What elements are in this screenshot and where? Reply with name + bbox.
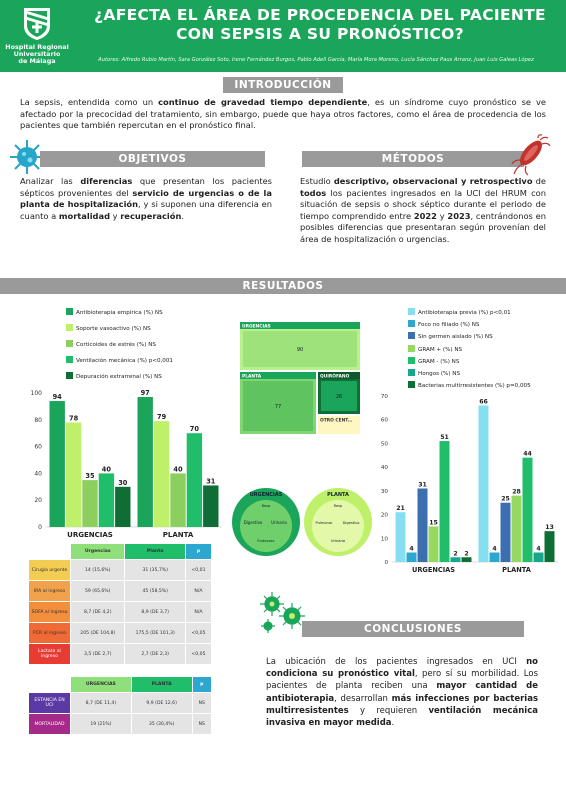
y-tick-label: 20 [34, 497, 42, 505]
chart3-legend [408, 308, 566, 392]
table-header-cell: p [185, 544, 211, 560]
chart1-legend [66, 308, 246, 388]
university-shield-icon [22, 6, 52, 42]
legend-label: Antibioterapia previa (%) p<0,01 [418, 310, 511, 316]
legend-swatch [66, 356, 73, 363]
table-cell: <0,05 [185, 623, 211, 644]
legend-swatch [408, 308, 415, 315]
bar-value-label: 35 [85, 472, 95, 481]
hospital-logo [4, 2, 69, 68]
category-label: URGENCIAS [67, 531, 113, 539]
authors-line: Autores: Alfredo Rubio Martín, Sara González Soto, Irene Fernández Burgos, Pablo Adell García, María Mora Moreno, Lucía Sánchez Paus Arranz, Juan Luis Galeas López [98, 57, 534, 63]
bar [462, 557, 472, 562]
bar [50, 401, 65, 527]
treemap-origin [240, 322, 360, 434]
bar [82, 480, 97, 527]
bar [99, 473, 114, 527]
y-tick-label: 70 [380, 394, 388, 400]
conclusiones-part: , desarrollan [334, 693, 392, 704]
bar-value-label: 4 [409, 545, 414, 553]
table-row [29, 623, 212, 644]
table-header-cell [29, 544, 71, 560]
bar-value-label: 97 [140, 389, 150, 398]
legend-label: Bacterias multirresistentes (%) p=0,005 [418, 383, 531, 390]
metodos-bold: descriptivo, observacional y retrospectivo [333, 176, 533, 186]
bar [523, 458, 533, 562]
y-tick-label: 0 [38, 524, 42, 531]
intro-text-bold: continuo de gravedad tiempo dependiente [158, 97, 368, 107]
venn-urg-item: Resp [261, 504, 271, 508]
table-cell: 9,9 (DE 12,6) [131, 693, 192, 714]
objetivos-text [20, 176, 272, 222]
bar [396, 512, 406, 562]
bar [66, 422, 81, 527]
title-line: CON SEPSIS A SU PRONÓSTICO? [176, 25, 464, 43]
treemap-value: 77 [274, 404, 282, 410]
table-row [29, 693, 212, 714]
resultados-heading: RESULTADOS [0, 278, 566, 294]
bar [490, 553, 500, 562]
bar-value-label: 31 [418, 481, 427, 489]
venn-foci [230, 480, 380, 570]
objetivos-bold: mortalidad [58, 210, 111, 221]
logo-line: Hospital Regional [5, 43, 69, 51]
bar [451, 557, 461, 562]
bar-value-label: 2 [464, 550, 469, 558]
objetivos-part: que presentan los pacientes sépticos provenientes del [20, 176, 273, 198]
venn-urg-item: Digestivo [243, 520, 263, 525]
objetivos-bold: diferencias [80, 176, 133, 186]
legend-swatch [408, 357, 415, 364]
treemap-label: OTRO CENT... [320, 418, 353, 424]
bar [440, 441, 450, 562]
table-header-cell: PLANTA [131, 677, 192, 693]
legend-label: GRAM + (%) NS [418, 346, 463, 353]
bar-value-label: 21 [396, 505, 405, 513]
bar-value-label: 66 [479, 398, 488, 406]
metodos-bold: 2023 [447, 210, 471, 221]
table-header-cell: p [192, 677, 211, 693]
conclusiones-bold: mayor cantidad de antibioterapia [266, 681, 538, 704]
y-tick-label: 0 [384, 560, 388, 566]
bar [545, 531, 555, 562]
table-cell: N/A [185, 602, 211, 623]
table-cell: 175,5 (DE 101,3) [125, 623, 185, 644]
legend-item [408, 345, 462, 353]
metodos-part: de [532, 176, 546, 186]
objetivos-bold: servicio de urgencias o de la planta de hospitalización [20, 187, 272, 210]
legend-item [408, 357, 459, 365]
category-label: PLANTA [162, 531, 194, 539]
venn-pla-item: Digestivo [342, 521, 360, 525]
legend-swatch [408, 320, 415, 327]
legend-swatch [66, 308, 73, 315]
legend-item [66, 372, 162, 380]
bar-value-label: 15 [429, 519, 438, 527]
bar-value-label: 25 [501, 495, 510, 503]
conclusiones-part: La ubicación de los pacientes ingresados en UCI [266, 657, 527, 667]
table-cell: 19 (21%) [71, 714, 132, 735]
table-cell: <0,01 [185, 560, 211, 581]
legend-item [408, 308, 511, 316]
table-cell: NS [192, 714, 211, 735]
category-label: URGENCIAS [411, 566, 456, 574]
intro-bar-wrap [0, 77, 566, 93]
bar-value-label: 70 [189, 425, 199, 434]
table-cell: 3,5 (DE 2,7) [71, 644, 125, 665]
intro-text [20, 97, 546, 132]
objetivos-part: , y si suponen una diferencia en cuanto a [20, 199, 273, 221]
metodos-heading: MÉTODOS [302, 151, 524, 167]
metodos-part: y [436, 210, 448, 221]
objetivos-part: y [110, 210, 121, 221]
table-cell: 14 (15,6%) [71, 560, 125, 581]
legend-label: Hongos (%) NS [418, 371, 461, 377]
legend-label: Sin germen aislado (%) NS [418, 334, 493, 341]
y-tick-label: 100 [30, 390, 42, 397]
legend-label: Ventilación mecánica (%) p<0,001 [76, 358, 173, 364]
bar [138, 397, 153, 527]
metodos-bold: todos [300, 187, 327, 198]
venn-urg-item: Endovasc [257, 539, 275, 543]
table-cell: 8,9 (DE 3,7) [125, 602, 185, 623]
category-label: PLANTA [502, 566, 531, 574]
bar-value-label: 78 [69, 414, 79, 423]
legend-swatch [408, 332, 415, 339]
venn-pla-item: Resp [333, 504, 343, 508]
table-cell: 31 (35,7%) [125, 560, 185, 581]
conclusiones-bold: ventilación mecánica invasiva en mayor medida [266, 705, 538, 729]
y-tick-label: 10 [380, 536, 388, 543]
logo-line: de Málaga [18, 57, 56, 65]
bar [418, 488, 428, 562]
bar [501, 503, 511, 562]
legend-swatch [408, 369, 415, 376]
table-row-header: SOFA al ingreso [29, 602, 71, 623]
chart-microbiology [370, 388, 560, 574]
bar-value-label: 28 [512, 488, 521, 496]
table-cell: 2,7 (DE 2,3) [125, 644, 185, 665]
bar [187, 433, 202, 527]
poster-title [80, 6, 560, 44]
bar-value-label: 4 [536, 545, 541, 553]
metodos-part: Estudio [300, 176, 334, 186]
table-row-header: ESTANCIA EN UCI [29, 693, 71, 714]
legend-label: Antibioterapia empírica (%) NS [76, 310, 163, 316]
metodos-bold: 2022 [413, 210, 437, 221]
table-cell: 35 (30,4%) [131, 714, 192, 735]
table-cell: 8,7 (DE 4,2) [71, 602, 125, 623]
y-tick-label: 60 [34, 443, 42, 451]
y-tick-label: 40 [380, 465, 388, 472]
bar [407, 553, 417, 562]
title-line: ¿AFECTA EL ÁREA DE PROCEDENCIA DEL PACIENTE [94, 6, 546, 24]
legend-swatch [66, 324, 73, 331]
conclusiones-bold: más infecciones por bacterias multirresistentes [266, 693, 538, 716]
bar-value-label: 31 [206, 477, 216, 486]
bar-value-label: 4 [492, 545, 497, 553]
metodos-part: , centrándonos en posibles diferencias que presentaran según provenían del área de hospitalización o urgencias. [300, 210, 546, 244]
germ-cluster-icon [256, 588, 308, 636]
bar-value-label: 40 [101, 465, 111, 474]
legend-label: Soporte vasoactivo (%) NS [76, 326, 151, 332]
table-header-cell: Urgencias [71, 544, 125, 560]
legend-swatch [66, 372, 73, 379]
bar [534, 553, 544, 562]
legend-item [66, 340, 156, 348]
bar [170, 473, 185, 527]
bar [154, 421, 169, 527]
objetivos-bold: recuperación [120, 210, 182, 221]
objetivos-part: . [181, 210, 185, 221]
legend-label: Foco no filiado (%) NS [418, 322, 480, 329]
table-cell: 45 (58,5%) [125, 581, 185, 602]
conclusiones-heading: CONCLUSIONES [302, 621, 524, 637]
table-row [29, 581, 212, 602]
bar-value-label: 79 [157, 413, 167, 422]
conclusiones-part: . [391, 718, 395, 729]
objetivos-part: Analizar las [20, 176, 81, 186]
bar [203, 485, 218, 527]
table-row [29, 714, 212, 735]
chart-treatments [24, 385, 224, 545]
table-cell: NS [192, 693, 211, 714]
venn-pla-item: Urinario [330, 539, 346, 543]
y-tick-label: 50 [380, 441, 388, 448]
table-row [29, 560, 212, 581]
logo-line: Universitario [13, 50, 61, 58]
table-row [29, 644, 212, 665]
metodos-text [300, 176, 546, 246]
legend-item [66, 324, 151, 332]
intro-heading: INTRODUCCIÓN [223, 77, 343, 93]
treemap-label: URGENCIAS [242, 324, 271, 330]
intro-text-part: , es un síndrome cuyo pronóstico se ve afectado por la precocidad del tratamiento, sin embargo, puede que haya otros factores, como el área de procedencia de los pacientes que también repercutan en el pronóstico final. [20, 97, 546, 131]
bar [115, 487, 130, 527]
table-header-cell [29, 677, 71, 693]
treemap-value: 26 [335, 394, 343, 400]
legend-item [408, 369, 460, 377]
venn-planta-title: PLANTA [327, 492, 349, 498]
table-header-cell: Planta [125, 544, 185, 560]
bar-value-label: 2 [453, 550, 458, 558]
table-header-cell: URGENCIAS [71, 677, 132, 693]
table-admission-severity [28, 543, 212, 665]
conclusiones-text [266, 656, 538, 729]
legend-label: Corticoides de estrés (%) NS [76, 342, 156, 348]
bar-value-label: 30 [118, 478, 128, 487]
legend-item [66, 308, 163, 316]
bacterium-icon [510, 134, 554, 176]
y-tick-label: 40 [34, 470, 42, 478]
venn-urgencias-title: URGENCIAS [249, 492, 283, 498]
table-cell: 8,7 (DE 11,4) [71, 693, 132, 714]
legend-item [408, 320, 479, 328]
venn-urg-item: Urinario [271, 520, 287, 525]
legend-label: GRAM - (%) NS [418, 358, 460, 365]
intro-text-part: La sepsis, entendida como un [20, 97, 159, 107]
legend-item [408, 332, 493, 340]
legend-label: Depuración extrarrenal (%) NS [76, 374, 162, 380]
table-row-header: Cirugía urgente [29, 560, 71, 581]
conclusiones-part: , pero sí su morbilidad. Los pacientes de planta reciben una [266, 669, 538, 692]
logo-text [4, 44, 70, 65]
bar-value-label: 40 [173, 465, 183, 474]
venn-pla-item: Pulmonar [315, 521, 333, 525]
conclusiones-bold: no condiciona su pronóstico vital [266, 657, 538, 680]
table-cell: <0,05 [185, 644, 211, 665]
conclusiones-part: y requieren [348, 705, 429, 716]
table-row-header: PCR al ingreso [29, 623, 71, 644]
table-row [29, 602, 212, 623]
y-tick-label: 60 [380, 417, 388, 424]
y-tick-label: 20 [380, 512, 388, 519]
legend-swatch [66, 340, 73, 347]
table-cell: 59 (65,6%) [71, 581, 125, 602]
legend-swatch [408, 345, 415, 352]
bar [479, 405, 489, 562]
bar [429, 526, 439, 562]
bar-value-label: 13 [545, 524, 554, 532]
table-cell: 205 (DE 104,8) [71, 623, 125, 644]
legend-item [66, 356, 173, 364]
bar [512, 496, 522, 562]
bar-value-label: 94 [52, 393, 62, 402]
bar-value-label: 44 [523, 450, 532, 458]
table-cell: N/A [185, 581, 211, 602]
treemap-label: QUIRÓFANO [320, 374, 350, 380]
y-tick-label: 30 [380, 488, 388, 495]
table-outcomes [28, 676, 212, 735]
treemap-value: 90 [296, 347, 304, 353]
y-tick-label: 80 [34, 416, 42, 424]
table-row-header: Lactato al ingreso [29, 644, 71, 665]
bar-value-label: 51 [440, 434, 449, 442]
metodos-part: los pacientes ingresados en la UCI del HRUM con situación de sepsis o shock séptico durante el periodo de tiempo comprendido entre [300, 187, 546, 221]
treemap-label: PLANTA [242, 374, 262, 380]
objetivos-heading: OBJETIVOS [40, 151, 265, 167]
table-row-header: MORTALIDAD [29, 714, 71, 735]
table-row-header: IRA al ingreso [29, 581, 71, 602]
